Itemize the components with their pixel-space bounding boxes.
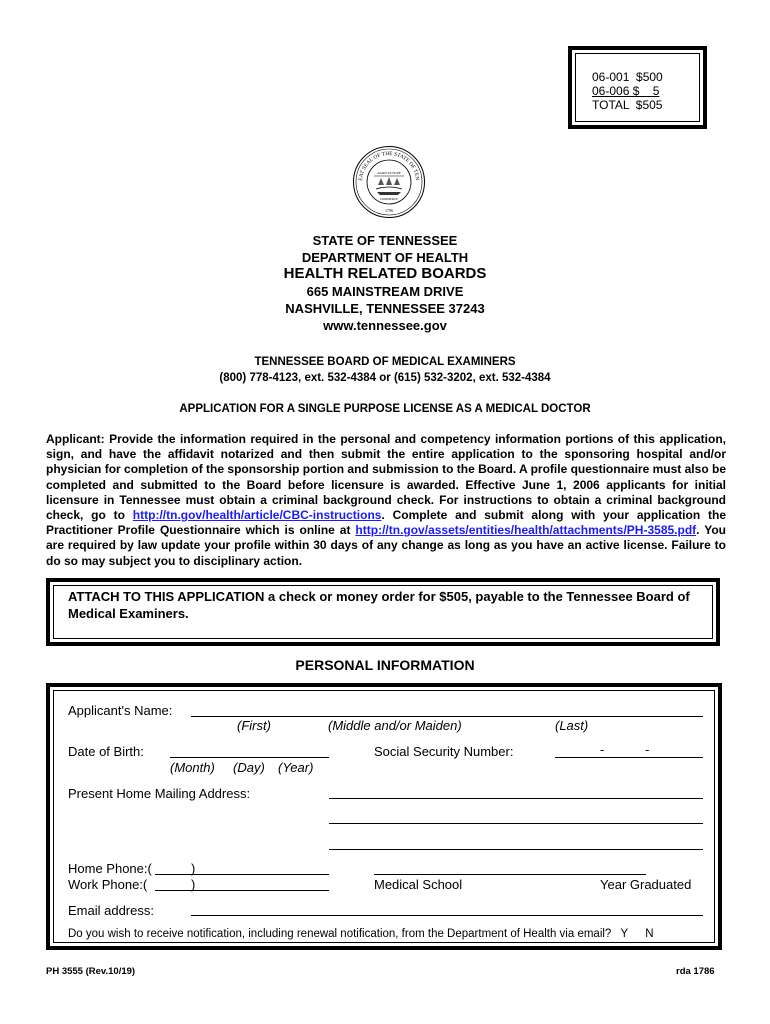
rda-number: rda 1786	[676, 966, 715, 977]
ssn-label: Social Security Number:	[374, 744, 514, 759]
medical-school-field[interactable]	[374, 874, 646, 875]
profile-questionnaire-link[interactable]: http://tn.gov/assets/entities/health/attachments/PH-3585.pdf	[355, 523, 697, 538]
notification-question: Do you wish to receive notification, including renewal notification, from the Department of Health via email?	[68, 928, 612, 940]
cbc-instructions-link[interactable]: http://tn.gov/health/article/CBC-instructions	[132, 508, 382, 523]
year-graduated-label: Year Graduated	[600, 877, 692, 892]
seal-text-center: AGRICULTURE	[377, 171, 401, 175]
fee-line-2: 06-006 $ 5	[592, 84, 660, 98]
address-label: Present Home Mailing Address:	[68, 786, 251, 801]
notification-row	[68, 928, 654, 940]
dob-field[interactable]	[170, 757, 329, 758]
name-first-caption: (First)	[237, 718, 271, 733]
dob-month-caption: (Month)	[170, 760, 215, 775]
medical-school-label: Medical School	[374, 877, 463, 892]
instructions-paragraph	[46, 432, 726, 569]
address-line-2[interactable]	[329, 823, 703, 824]
name-middle-caption: (Middle and/or Maiden)	[328, 718, 462, 733]
header-department: DEPARTMENT OF HEALTH	[301, 250, 469, 265]
address-line-1[interactable]	[329, 798, 703, 799]
dob-year-caption: (Year)	[278, 760, 314, 775]
application-title: APPLICATION FOR A SINGLE PURPOSE LICENSE AS A MEDICAL DOCTOR	[179, 403, 591, 415]
instructions-part2: . Complete and submit along with your application the Practitioner Profile Questionnaire which is online at	[46, 508, 726, 538]
work-phone-close: )	[191, 877, 196, 892]
personal-info-heading: PERSONAL INFORMATION	[295, 657, 475, 673]
email-label: Email address:	[68, 903, 154, 918]
work-phone-field[interactable]	[155, 890, 329, 891]
header-boards: HEALTH RELATED BOARDS	[283, 265, 487, 282]
board-name: TENNESSEE BOARD OF MEDICAL EXAMINERS	[254, 356, 516, 368]
seal-year: 1796	[385, 208, 393, 213]
board-phones: (800) 778-4123, ext. 532-4384 or (615) 532-3202, ext. 532-4384	[219, 372, 551, 384]
name-last-caption: (Last)	[555, 718, 589, 733]
applicant-name-field[interactable]	[191, 716, 703, 717]
notification-no-option[interactable]: N	[645, 928, 654, 940]
instructions-part3: . You are required by law update your profile within 30 days of any change as long as you have an active license. Failure to do so may subject you to disciplinary action.	[46, 523, 727, 568]
dob-label: Date of Birth:	[68, 744, 144, 759]
header-city: NASHVILLE, TENNESSEE 37243	[285, 301, 485, 316]
attach-notice: ATTACH TO THIS APPLICATION a check or money order for $505, payable to the Tennessee Board of Medical Examiners.	[68, 589, 690, 621]
home-phone-field[interactable]	[155, 874, 329, 875]
home-phone-label: Home Phone:(	[68, 861, 152, 876]
ssn-dash-2: -	[645, 742, 650, 757]
seal-text-top: EAT SEAL OF THE STATE OF TEN	[357, 150, 420, 182]
fee-line-3: TOTAL $505	[592, 98, 663, 112]
fee-box	[568, 46, 707, 129]
applicant-name-label: Applicant's Name:	[68, 703, 173, 718]
notification-yes-option[interactable]: Y	[620, 928, 629, 940]
fee-line-1: 06-001 $500	[592, 70, 663, 84]
header-street: 665 MAINSTREAM DRIVE	[306, 284, 464, 299]
header-state: STATE OF TENNESSEE	[312, 233, 458, 248]
dob-day-caption: (Day)	[233, 760, 265, 775]
work-phone-label: Work Phone:(	[68, 877, 148, 892]
seal-text-bottom: COMMERCE	[379, 197, 399, 201]
email-field[interactable]	[191, 915, 703, 916]
header-website: www.tennessee.gov	[323, 318, 447, 333]
home-phone-close: )	[191, 861, 196, 876]
instructions-part1: Applicant: Provide the information required in the personal and competency information portions of this application, sign, and have the affidavit notarized and then submit the entire application to the sponsoring hospital and/or physician for completion of the sponsorship portion and submission to the Board. A profile questionnaire must also be completed and submitted to the Board before licensure is awarded. Effective June 1, 2006 applicants for initial licensure in Tennessee must obtain a criminal background check. For instructions to obtain a criminal background check, go to	[46, 432, 726, 523]
ssn-field[interactable]	[555, 757, 703, 758]
tennessee-state-seal-icon	[352, 145, 426, 219]
form-number: PH 3555 (Rev.10/19)	[46, 966, 136, 977]
address-line-3[interactable]	[329, 849, 703, 850]
ssn-dash-1: -	[600, 742, 605, 757]
